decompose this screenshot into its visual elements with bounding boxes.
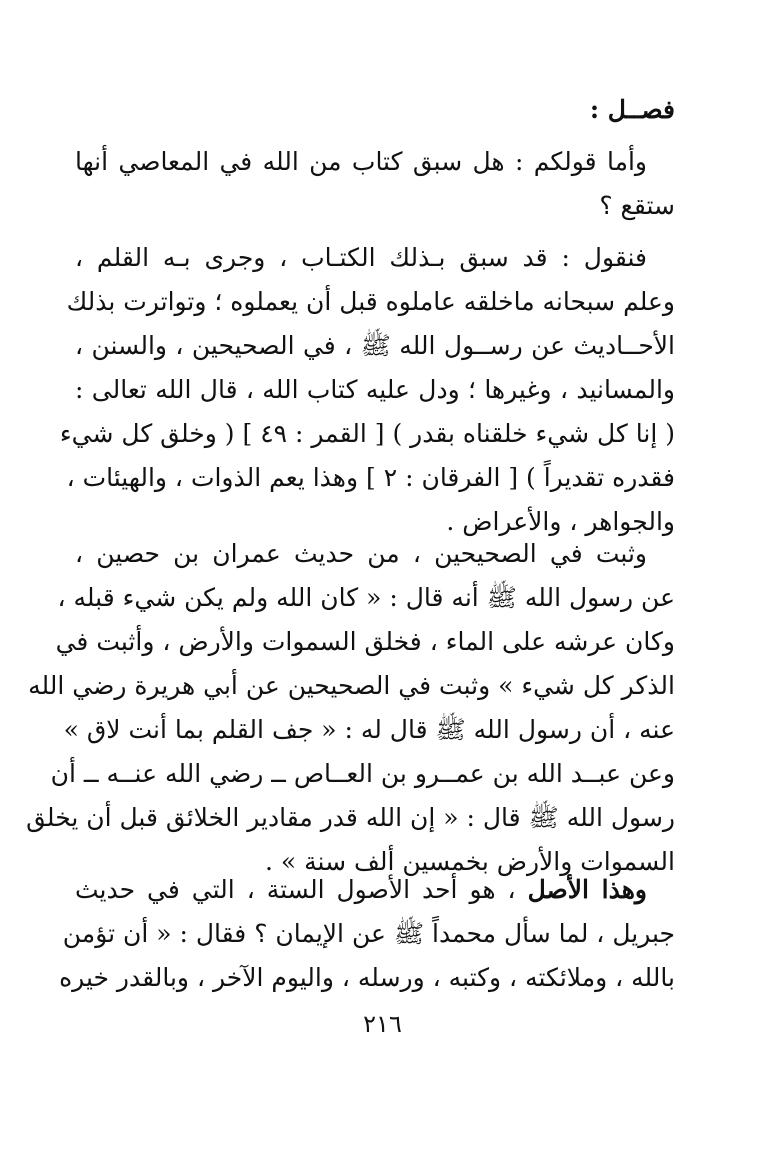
paragraph-2-line: وعلم سبحانه ماخلقه عاملوه قبل أن يعملوه ؛ وتواترت بذلك <box>66 287 675 316</box>
paragraph-2-line: والجواهر ، والأعراض . <box>446 507 675 536</box>
page-number: ٢١٦ <box>363 1010 402 1038</box>
paragraph-4-bold-lead: وهذا الأصل <box>527 875 647 904</box>
paragraph-3-line: الذكر كل شيء » وثبت في الصحيحين عن أبي هريرة رضي الله <box>28 671 675 700</box>
paragraph-1 <box>75 140 675 228</box>
paragraph-1-line: وأما قولكم : هل سبق كتاب من الله في المعاصي أنها <box>75 147 647 176</box>
paragraph-3 <box>26 532 675 884</box>
paragraph-4-line: جبريل ، لما سأل محمداً ﷺ عن الإيمان ؟ فقال : « أن تؤمن <box>62 919 675 948</box>
paragraph-4-line: بالله ، وملائكته ، وكتبه ، ورسله ، واليوم الآخر ، وبالقدر خيره <box>59 963 675 992</box>
paragraph-3-line: السموات والأرض بخمسين ألف سنة » . <box>265 847 675 876</box>
paragraph-2-line: فنقول : قد سبق بـذلك الكتـاب ، وجرى بـه القلم ، <box>75 243 647 272</box>
paragraph-4 <box>59 868 675 1000</box>
paragraph-4-first-line <box>75 868 675 912</box>
section-heading: فصــل : <box>589 95 675 124</box>
section-heading-block <box>75 88 675 132</box>
paragraph-2-line: ( إنا كل شيء خلقناه بقدر ) [ القمر : ٤٩ ] ( وخلق كل شيء <box>59 419 675 448</box>
paragraph-1-line: ستقع ؟ <box>599 191 675 220</box>
paragraph-2-line: الأحــاديث عن رســول الله ﷺ ، في الصحيحين ، والسنن ، <box>75 331 675 360</box>
paragraph-3-line: وعن عبــد الله بن عمــرو بن العــاص ــ رضي الله عنــه ــ أن <box>50 759 675 788</box>
paragraph-2-line: والمسانيد ، وغيرها ؛ ودل عليه كتاب الله ، قال الله تعالى : <box>75 375 675 404</box>
paragraph-4-line: ، هو أحد الأصول الستة ، التي في حديث <box>75 875 516 904</box>
paragraph-3-line: عن رسول الله ﷺ أنه قال : « كان الله ولم يكن شيء قبله ، <box>57 583 675 612</box>
paragraph-2 <box>59 236 675 544</box>
paragraph-3-line: رسول الله ﷺ قال : « إن الله قدر مقادير الخلائق قبل أن يخلق <box>26 803 675 832</box>
paragraph-3-line: وثبت في الصحيحين ، من حديث عمران بن حصين ، <box>75 539 647 568</box>
paragraph-3-line: عنه ، أن رسول الله ﷺ قال له : « جف القلم بما أنت لاق » <box>63 715 675 744</box>
paragraph-2-line: فقدره تقديراً ) [ الفرقان : ٢ ] وهذا يعم الذوات ، والهيئات ، <box>66 463 675 492</box>
paragraph-3-line: وكان عرشه على الماء ، فخلق السموات والأرض ، وأثبت في <box>55 627 675 656</box>
